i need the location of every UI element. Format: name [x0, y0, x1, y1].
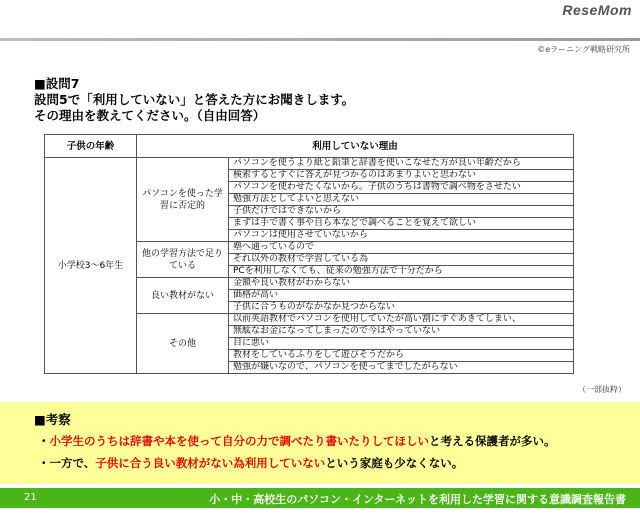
reason-cell: 以前英語教材でパソコンを使用していたが高い割にすぐあきてしまい、: [229, 314, 574, 326]
question-line-2: その理由を教えてください。（自由回答）: [34, 108, 266, 123]
point-1-prefix: ・: [38, 434, 50, 448]
age-group-cell: 小学校3～6年生: [45, 158, 137, 374]
reason-cell: 勉強方法としてよいと思えない: [229, 194, 574, 206]
reason-cell: 子供に合うものがなかなか見つからない: [229, 302, 574, 314]
consideration-point-1: [38, 433, 556, 449]
point-2-suffix: という家庭も少なくない。: [325, 456, 464, 470]
header-divider: [0, 38, 640, 41]
header-reason: 利用していない理由: [137, 135, 574, 158]
report-title: 小・中・高校生のパソコン・インターネットを利用した学習に関する意識調査報告書: [209, 493, 626, 506]
reason-cell: パソコンを使わせたくないから。子供のうちは書物で調べ物をさせたい: [229, 182, 574, 194]
page-number: 21: [24, 492, 37, 503]
reason-cell: 勉強が嫌いなので、パソコンを使ってまでしたがらない: [229, 362, 574, 374]
reason-cell: PCを利用しなくても、従来の勉強方法で十分だから: [229, 266, 574, 278]
table-header-row: [45, 135, 574, 158]
question-heading: [34, 76, 354, 124]
header-age: 子供の年齢: [45, 135, 137, 158]
point-1-highlight: 小学生のうちは辞書や本を使って自分の力で調べたり書いたりしてほしい: [49, 434, 429, 448]
reason-cell: 金額や良い教材がわからない: [229, 278, 574, 290]
point-2-highlight: 子供に合う良い教材がない為利用していない: [95, 456, 326, 470]
category-cell: パソコンを使った学習に否定的: [137, 158, 229, 242]
footer-bar: [0, 488, 640, 508]
reason-cell: 無駄なお金になってしまったので今はやっていない: [229, 326, 574, 338]
question-line-1: 設問5で「利用していない」と答えた方にお聞きします。: [34, 92, 355, 107]
point-2-prefix: ・一方で、: [38, 456, 96, 470]
category-cell: 良い教材がない: [137, 278, 229, 314]
reason-cell: 子供だけではできないから: [229, 206, 574, 218]
reason-cell: 目に悪い: [229, 338, 574, 350]
reason-cell: それ以外の教材で学習している為: [229, 254, 574, 266]
copyright-credit: ©eラーニング戦略研究所: [537, 45, 630, 54]
excerpt-note: （一部抜粋）: [578, 385, 626, 394]
consideration-title: ■考察: [34, 412, 71, 427]
table-row: [45, 158, 574, 170]
question-number: ■設問7: [34, 76, 80, 91]
reason-cell: パソコンを使うより紙と鉛筆と辞書を使いこなせた方が良い年齢だから: [229, 158, 574, 170]
reasons-table: [44, 134, 574, 374]
reason-cell: 価格が高い: [229, 290, 574, 302]
resemom-logo: ReseMom: [562, 2, 632, 18]
reason-cell: 検索するとすぐに答えが見つかるのはあまりよいと思わない: [229, 170, 574, 182]
reason-cell: 教材をしているふりをして遊びそうだから: [229, 350, 574, 362]
category-cell: 他の学習方法で足りている: [137, 242, 229, 278]
consideration-box: [0, 402, 640, 484]
point-1-suffix: と考える保護者が多い。: [429, 434, 556, 448]
reason-cell: 塾へ通っているので: [229, 242, 574, 254]
category-cell: その他: [137, 314, 229, 374]
reason-cell: パソコンは使用させていないから: [229, 230, 574, 242]
consideration-point-2: [38, 455, 463, 471]
reason-cell: まずは手で書く事や自ら本などで調べることを覚えて欲しい: [229, 218, 574, 230]
